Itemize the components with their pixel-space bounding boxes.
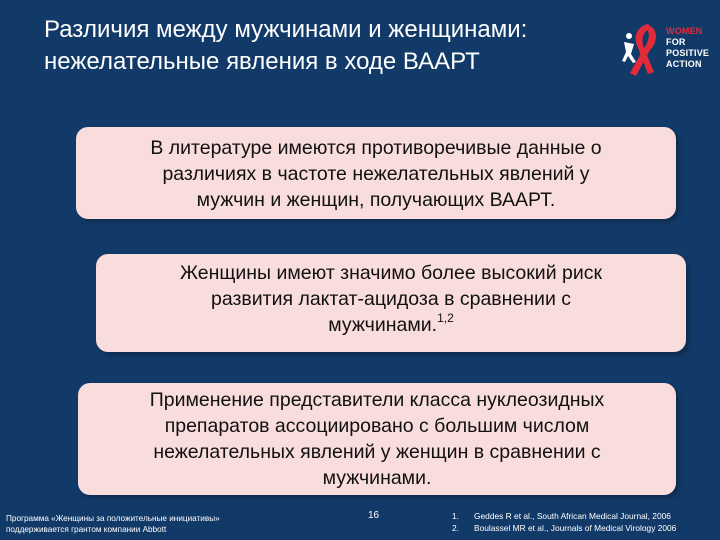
logo-word-4: ACTION (666, 59, 702, 69)
box-2-line-2: развития лактат-ацидоза в сравнении с (210, 288, 572, 310)
box-1-line-2: различиях в частоте нежелательных явлений у (162, 163, 590, 185)
references-list (452, 510, 676, 534)
reference-text: Boulassel MR et al., Journals of Medical Virology 2006 (474, 523, 677, 533)
slide-title-line-2: нежелательные явления в ходе ВААРТ (44, 48, 480, 75)
reference-text: Geddes R et al., South African Medical Journal, 2006 (474, 511, 671, 521)
box-1-line-1: В литературе имеются противоречивые данные о (150, 137, 602, 159)
citation-superscript: 1,2 (437, 310, 454, 325)
content-box-1 (76, 127, 676, 219)
box-2-line-3-text: мужчинами. (328, 314, 438, 336)
box-2-line-3 (96, 312, 686, 338)
footer-sponsor-note (6, 513, 220, 535)
content-box-2 (96, 254, 686, 352)
box-3-line-3: нежелательных явлений у женщин в сравнении с (153, 441, 601, 463)
reference-item (452, 522, 676, 534)
reference-item (452, 510, 676, 522)
box-3-line-2: препаратов ассоциировано с большим числом (164, 415, 590, 437)
ribbon-with-figure-icon (620, 16, 666, 86)
box-2-line-1: Женщины имеют значимо более высокий риск (179, 262, 603, 284)
logo-word-3: POSITIVE (666, 48, 710, 58)
slide-title (44, 14, 604, 78)
footer-sponsor-line-2: поддерживается грантом компании Abbott (6, 525, 167, 534)
wfpa-logo (620, 14, 718, 84)
reference-number: 1. (452, 511, 459, 521)
footer-sponsor-line-1: Программа «Женщины за положительные инициативы» (6, 514, 220, 523)
box-1-line-3: мужчин и женщин, получающих ВААРТ. (196, 189, 556, 211)
page-number: 16 (368, 510, 380, 521)
reference-number: 2. (452, 523, 459, 533)
logo-word-2: FOR (666, 37, 686, 47)
box-3-line-4: мужчинами. (322, 467, 432, 489)
logo-word-1: WOMEN (666, 26, 703, 36)
box-3-line-1: Применение представители класса нуклеозидных (149, 389, 605, 411)
logo-wordmark (666, 26, 709, 70)
content-box-3 (78, 383, 676, 495)
slide-title-line-1: Различия между мужчинами и женщинами: (44, 16, 528, 43)
